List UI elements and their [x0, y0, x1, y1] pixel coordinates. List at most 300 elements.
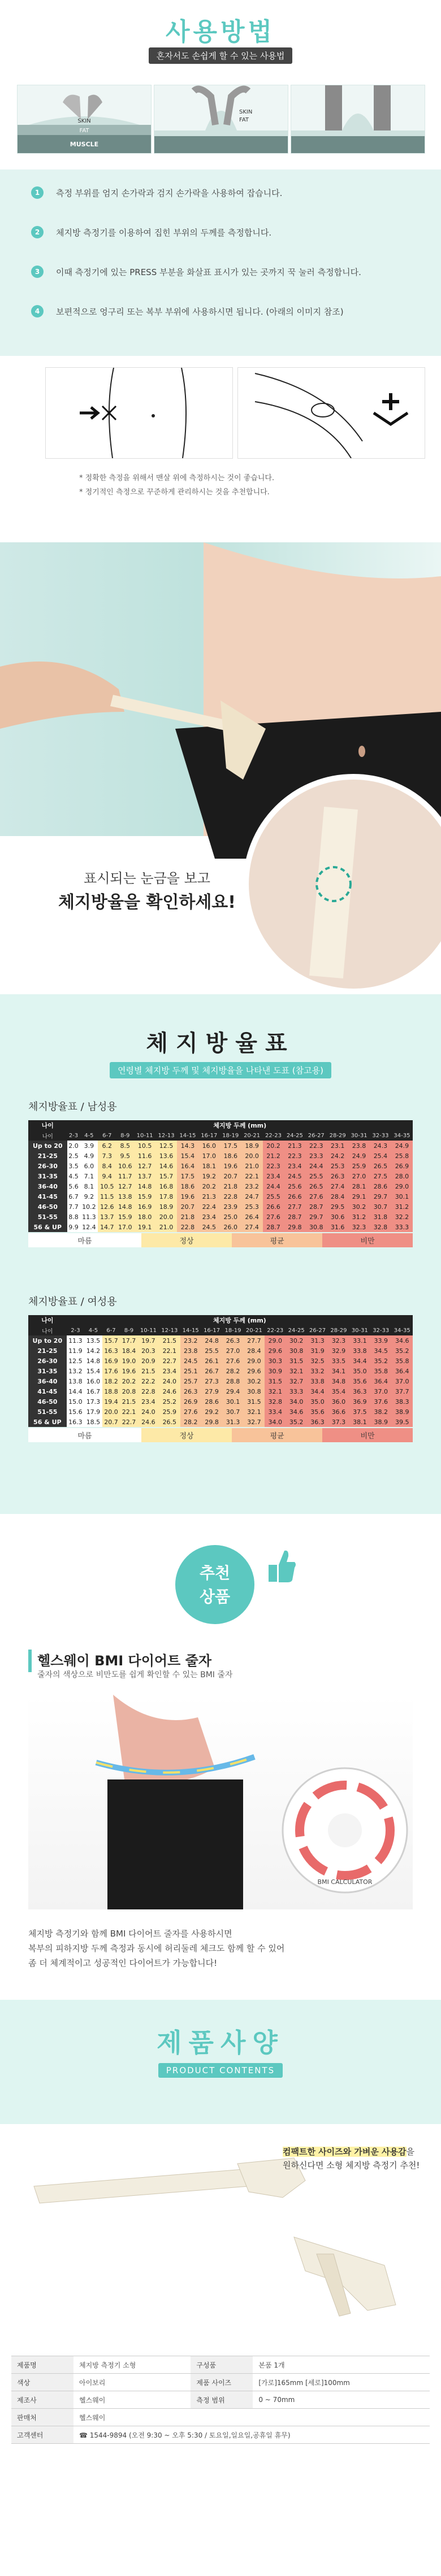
- bodyfat-subtitle: 연령별 체지방 두께 및 체지방율을 나타낸 도표 (참고용): [110, 1062, 331, 1078]
- age-header: 나이: [28, 1315, 67, 1325]
- value-cell: 23.4: [138, 1396, 159, 1407]
- waist-pinch-icon: [46, 368, 232, 458]
- value-cell: 32.7: [244, 1417, 265, 1427]
- value-cell: 16.3: [102, 1346, 120, 1356]
- value-cell: 39.5: [391, 1417, 413, 1427]
- value-cell: 34.6: [391, 1335, 413, 1346]
- value-cell: 9.4: [98, 1171, 116, 1181]
- value-cell: 22.8: [220, 1191, 241, 1202]
- photo-line-2: 체지방율을 확인하세요!: [58, 893, 236, 912]
- product-note-strong: 컴팩트한 사이즈와 가벼운 사용감: [283, 2147, 407, 2157]
- value-cell: 22.8: [138, 1386, 159, 1396]
- value-cell: 19.6: [120, 1366, 138, 1376]
- spec-value: ☎ 1544-9894 (오전 9:30 ~ 오후 5:30 / 토요일,일요일,공휴일 휴무): [74, 2426, 430, 2444]
- value-cell: 16.0: [84, 1376, 102, 1386]
- value-cell: 15.9: [116, 1212, 134, 1222]
- value-cell: 37.6: [370, 1396, 391, 1407]
- age-cell: 51-55: [28, 1212, 67, 1222]
- waist-illustration: [45, 367, 233, 459]
- age-cell: 31-35: [28, 1366, 67, 1376]
- value-cell: 32.2: [391, 1212, 413, 1222]
- value-cell: 28.7: [284, 1212, 305, 1222]
- value-cell: 23.4: [198, 1212, 220, 1222]
- value-cell: 27.0: [222, 1346, 243, 1356]
- table-row: [28, 1376, 413, 1386]
- value-cell: 24.2: [327, 1151, 348, 1161]
- legend-normal: 정상: [141, 1233, 232, 1247]
- value-cell: 31.9: [307, 1346, 328, 1356]
- table-row: [28, 1366, 413, 1376]
- female-bodyfat-table: [28, 1315, 413, 1427]
- side-illustration: [237, 367, 425, 459]
- value-cell: 32.3: [348, 1222, 370, 1232]
- value-cell: 21.8: [177, 1212, 198, 1222]
- value-cell: 26.5: [370, 1161, 391, 1171]
- spec-row: [11, 2356, 430, 2374]
- value-cell: 30.1: [222, 1396, 243, 1407]
- value-cell: 18.1: [198, 1161, 220, 1171]
- value-cell: 10.2: [80, 1202, 98, 1212]
- table-row: [28, 1356, 413, 1366]
- product-spec-title: 제품사양: [157, 2027, 284, 2058]
- value-cell: 33.8: [349, 1346, 370, 1356]
- value-cell: 28.2: [180, 1417, 201, 1427]
- photo-section: [0, 542, 441, 994]
- value-cell: 33.1: [349, 1335, 370, 1346]
- value-cell: 13.6: [155, 1151, 177, 1161]
- value-cell: 17.7: [120, 1335, 138, 1346]
- value-cell: 32.9: [328, 1346, 349, 1356]
- table-row: [28, 1407, 413, 1417]
- male-table-title: 체지방율표 / 남성용: [28, 1101, 117, 1113]
- column-header: 4-5: [80, 1130, 98, 1141]
- value-cell: 15.0: [67, 1396, 85, 1407]
- value-cell: 28.2: [222, 1366, 243, 1376]
- column-header: 34-35: [391, 1130, 413, 1141]
- value-cell: 31.3: [307, 1335, 328, 1346]
- value-cell: 28.6: [370, 1181, 391, 1191]
- table-head-row: [28, 1120, 413, 1130]
- value-cell: 17.9: [84, 1407, 102, 1417]
- value-cell: 19.6: [220, 1161, 241, 1171]
- value-cell: 8.8: [67, 1212, 80, 1222]
- value-cell: 30.2: [348, 1202, 370, 1212]
- age-cell: 21-25: [28, 1151, 67, 1161]
- value-cell: 34.6: [286, 1407, 306, 1417]
- legend-thin: 마름: [28, 1233, 141, 1247]
- value-cell: 15.7: [155, 1171, 177, 1181]
- spec-key: 구성품: [191, 2356, 253, 2374]
- value-cell: 29.6: [265, 1346, 286, 1356]
- table-row: [28, 1151, 413, 1161]
- value-cell: 22.8: [177, 1222, 198, 1232]
- value-cell: 12.5: [67, 1356, 85, 1366]
- value-cell: 36.4: [391, 1366, 413, 1376]
- value-cell: 38.9: [391, 1407, 413, 1417]
- value-cell: 15.4: [84, 1366, 102, 1376]
- value-cell: 11.7: [116, 1171, 134, 1181]
- age-header-cell: 나이: [28, 1325, 67, 1335]
- value-cell: 34.5: [370, 1346, 391, 1356]
- value-cell: 12.4: [80, 1222, 98, 1232]
- spec-section: [0, 2339, 441, 2576]
- value-cell: 20.0: [102, 1407, 120, 1417]
- value-cell: 30.9: [265, 1366, 286, 1376]
- spec-key: 고객센터: [11, 2426, 74, 2444]
- value-cell: 24.4: [305, 1161, 327, 1171]
- step-text: 체지방 측정기를 이용하여 집힌 부위의 두께를 측정합니다.: [56, 227, 272, 238]
- step-text: 보편적으로 엉구리 또는 복부 부위에 사용하시면 됩니다. (아래의 이미지 참조): [56, 306, 344, 317]
- table-row: [28, 1161, 413, 1171]
- desc-line-1: 체지방 측정기와 함께 BMI 다이어트 줄자를 사용하시면: [28, 1929, 232, 1939]
- column-header: 8-9: [116, 1130, 134, 1141]
- value-cell: 26.4: [241, 1212, 263, 1222]
- age-cell: 56 & UP: [28, 1417, 67, 1427]
- value-cell: 21.5: [138, 1366, 159, 1376]
- value-cell: 24.9: [348, 1151, 370, 1161]
- bodyfat-section: [0, 994, 441, 1514]
- column-header: 24-25: [286, 1325, 306, 1335]
- value-cell: 24.0: [138, 1407, 159, 1417]
- value-cell: 36.3: [307, 1417, 328, 1427]
- skin-diagram-2: [154, 85, 288, 154]
- value-cell: 29.6: [244, 1366, 265, 1376]
- value-cell: 36.9: [349, 1396, 370, 1407]
- photo-line-1: 표시되는 눈금을 보고: [84, 871, 210, 886]
- value-cell: 26.3: [222, 1335, 243, 1346]
- value-cell: 4.5: [67, 1171, 80, 1181]
- value-cell: 11.9: [67, 1346, 85, 1356]
- value-cell: 28.6: [201, 1396, 222, 1407]
- value-cell: 31.3: [222, 1417, 243, 1427]
- value-cell: 22.3: [284, 1151, 305, 1161]
- usage-title: 사용방법: [165, 18, 275, 46]
- column-header: 32-33: [370, 1130, 391, 1141]
- value-cell: 24.6: [138, 1417, 159, 1427]
- value-cell: 18.9: [155, 1202, 177, 1212]
- value-cell: 23.4: [284, 1161, 305, 1171]
- value-cell: 25.0: [220, 1212, 241, 1222]
- tape-label: BMI CALCULATOR: [317, 1878, 373, 1886]
- value-cell: 23.2: [180, 1335, 201, 1346]
- caliper-photo-icon: [0, 542, 441, 994]
- value-cell: 9.9: [67, 1222, 80, 1232]
- value-cell: 8.1: [80, 1181, 98, 1191]
- value-cell: 23.8: [180, 1346, 201, 1356]
- value-cell: 14.7: [98, 1222, 116, 1232]
- value-cell: 13.7: [134, 1171, 155, 1181]
- value-cell: 18.6: [177, 1181, 198, 1191]
- value-cell: 16.4: [177, 1161, 198, 1171]
- female-table-title: 체지방율표 / 여성용: [28, 1296, 117, 1308]
- value-cell: 10.6: [116, 1161, 134, 1171]
- value-cell: 17.0: [198, 1151, 220, 1161]
- value-cell: 13.8: [116, 1191, 134, 1202]
- table-columns-row: [28, 1325, 413, 1335]
- column-header: 34-35: [391, 1325, 413, 1335]
- value-cell: 26.3: [180, 1386, 201, 1396]
- value-cell: 30.6: [327, 1212, 348, 1222]
- value-cell: 25.4: [370, 1151, 391, 1161]
- value-cell: 12.5: [155, 1141, 177, 1151]
- value-cell: 17.8: [155, 1191, 177, 1202]
- male-table-block: [28, 1099, 413, 1247]
- table-row: [28, 1171, 413, 1181]
- value-cell: 7.3: [98, 1151, 116, 1161]
- value-cell: 38.9: [370, 1417, 391, 1427]
- spec-row: [11, 2409, 430, 2426]
- value-cell: 37.5: [349, 1407, 370, 1417]
- side-pinch-icon: [238, 368, 425, 458]
- age-header-cell: 나이: [28, 1130, 67, 1141]
- value-cell: 25.3: [241, 1202, 263, 1212]
- value-cell: 21.8: [220, 1181, 241, 1191]
- value-cell: 28.4: [244, 1346, 265, 1356]
- value-cell: 6.2: [98, 1141, 116, 1151]
- desc-line-3: 좀 더 체계적이고 성공적인 다이어트가 가능합니다!: [28, 1958, 218, 1968]
- fat-label-2: FAT: [239, 117, 249, 123]
- table-row: [28, 1396, 413, 1407]
- step-number: 1: [31, 186, 44, 199]
- value-cell: 30.2: [244, 1376, 265, 1386]
- female-table-block: [28, 1294, 413, 1442]
- value-cell: 29.0: [265, 1335, 286, 1346]
- value-cell: 31.6: [327, 1222, 348, 1232]
- age-header: 나이: [28, 1120, 67, 1130]
- value-cell: 29.2: [201, 1407, 222, 1417]
- legend-average: 평균: [232, 1428, 322, 1442]
- value-cell: 8.5: [116, 1141, 134, 1151]
- value-cell: 23.4: [263, 1171, 284, 1181]
- value-cell: 35.8: [370, 1366, 391, 1376]
- value-cell: 32.8: [265, 1396, 286, 1407]
- value-cell: 27.9: [201, 1386, 222, 1396]
- bodyfat-title: 체지방율표: [146, 1030, 295, 1056]
- value-cell: 10.5: [98, 1181, 116, 1191]
- spec-key: 제품 사이즈: [191, 2374, 253, 2391]
- value-cell: 38.1: [349, 1417, 370, 1427]
- value-cell: 8.4: [98, 1161, 116, 1171]
- column-header: 28-29: [327, 1130, 348, 1141]
- column-header: 20-21: [241, 1130, 263, 1141]
- skin-pinch-illustration-icon: [154, 85, 288, 153]
- value-cell: 17.0: [116, 1222, 134, 1232]
- value-cell: 9.5: [116, 1151, 134, 1161]
- value-cell: 36.6: [328, 1407, 349, 1417]
- bmi-tape-photo-icon: [28, 1695, 413, 1909]
- column-header: 22-23: [263, 1130, 284, 1141]
- value-cell: 24.7: [241, 1191, 263, 1202]
- value-cell: 25.3: [327, 1161, 348, 1171]
- badge-line-1: 추천: [199, 1564, 231, 1582]
- value-cell: 32.7: [286, 1376, 306, 1386]
- step-4: [31, 305, 410, 317]
- skin-diagram-3: [291, 85, 425, 154]
- value-cell: 34.0: [286, 1396, 306, 1407]
- value-cell: 31.5: [265, 1376, 286, 1386]
- value-cell: 25.9: [348, 1161, 370, 1171]
- value-cell: 33.2: [307, 1366, 328, 1376]
- age-cell: 31-35: [28, 1171, 67, 1181]
- legend-obese: 비만: [322, 1233, 413, 1247]
- value-cell: 13.7: [98, 1212, 116, 1222]
- column-header: 18-19: [222, 1325, 243, 1335]
- value-cell: 29.1: [348, 1191, 370, 1202]
- value-cell: 30.8: [305, 1222, 327, 1232]
- column-header: 24-25: [284, 1130, 305, 1141]
- value-cell: 13.2: [67, 1366, 85, 1376]
- table-row: [28, 1202, 413, 1212]
- age-cell: 36-40: [28, 1181, 67, 1191]
- value-cell: 7.1: [80, 1171, 98, 1181]
- legend-obese: 비만: [322, 1428, 413, 1442]
- column-header: 2-3: [67, 1325, 85, 1335]
- value-cell: 25.5: [305, 1171, 327, 1181]
- note-2: * 정기적인 측정으로 꾸준하게 관리하시는 것을 추천합니다.: [79, 488, 270, 497]
- value-cell: 6.0: [80, 1161, 98, 1171]
- value-cell: 35.0: [349, 1366, 370, 1376]
- spec-key: 측정 범위: [191, 2391, 253, 2409]
- table-row: [28, 1417, 413, 1427]
- value-cell: 22.2: [138, 1376, 159, 1386]
- male-legend: [28, 1233, 413, 1247]
- age-cell: Up to 20: [28, 1335, 67, 1346]
- male-bodyfat-table: [28, 1120, 413, 1232]
- step-number: 4: [31, 305, 44, 317]
- value-cell: 31.2: [348, 1212, 370, 1222]
- value-cell: 14.8: [84, 1356, 102, 1366]
- value-cell: 18.6: [220, 1151, 241, 1161]
- table-row: [28, 1191, 413, 1202]
- value-cell: 37.0: [391, 1376, 413, 1386]
- skin-label-2: SKIN: [239, 109, 253, 115]
- age-cell: 46-50: [28, 1396, 67, 1407]
- value-cell: 22.4: [198, 1202, 220, 1212]
- thumbs-up-icon: [263, 1545, 297, 1585]
- value-cell: 11.5: [98, 1191, 116, 1202]
- step-number: 3: [31, 266, 44, 278]
- age-cell: 26-30: [28, 1161, 67, 1171]
- muscle-label: MUSCLE: [70, 141, 99, 148]
- value-cell: 19.6: [177, 1191, 198, 1202]
- value-cell: 20.7: [177, 1202, 198, 1212]
- value-cell: 7.7: [67, 1202, 80, 1212]
- value-cell: 20.0: [155, 1212, 177, 1222]
- value-cell: 34.8: [328, 1376, 349, 1386]
- value-cell: 37.3: [328, 1417, 349, 1427]
- value-cell: 15.6: [67, 1407, 85, 1417]
- value-cell: 15.4: [177, 1151, 198, 1161]
- table-columns-row: [28, 1130, 413, 1141]
- spec-value: 아이보리: [74, 2374, 191, 2391]
- value-cell: 25.1: [180, 1366, 201, 1376]
- value-cell: 19.4: [102, 1396, 120, 1407]
- value-cell: 18.8: [102, 1386, 120, 1396]
- value-cell: 31.5: [244, 1396, 265, 1407]
- value-cell: 35.0: [307, 1396, 328, 1407]
- value-cell: 3.9: [80, 1141, 98, 1151]
- column-header: 10-11: [138, 1325, 159, 1335]
- value-cell: 21.3: [198, 1191, 220, 1202]
- value-cell: 36.4: [370, 1376, 391, 1386]
- value-cell: 33.5: [328, 1356, 349, 1366]
- product-note: [283, 2146, 414, 2157]
- value-cell: 14.4: [67, 1386, 85, 1396]
- value-cell: 26.9: [180, 1396, 201, 1407]
- value-cell: 20.2: [120, 1376, 138, 1386]
- value-cell: 26.9: [391, 1161, 413, 1171]
- value-cell: 23.1: [327, 1141, 348, 1151]
- step-number: 2: [31, 226, 44, 238]
- value-cell: 28.8: [222, 1376, 243, 1386]
- value-cell: 21.5: [120, 1396, 138, 1407]
- product-header-section: [0, 2000, 441, 2124]
- value-cell: 30.2: [286, 1335, 306, 1346]
- spec-key: 제조사: [11, 2391, 74, 2409]
- value-cell: 30.1: [391, 1191, 413, 1202]
- value-cell: 24.8: [201, 1335, 222, 1346]
- value-cell: 29.0: [244, 1356, 265, 1366]
- value-cell: 23.2: [241, 1181, 263, 1191]
- value-cell: 9.2: [80, 1191, 98, 1202]
- recommend-badge: [175, 1545, 254, 1624]
- age-cell: 36-40: [28, 1376, 67, 1386]
- age-cell: Up to 20: [28, 1141, 67, 1151]
- value-cell: 32.1: [286, 1366, 306, 1376]
- value-cell: 14.6: [155, 1161, 177, 1171]
- value-cell: 16.8: [155, 1181, 177, 1191]
- column-header: 6-7: [102, 1325, 120, 1335]
- recommend-desc: [28, 1926, 284, 1970]
- spec-table: [11, 2356, 430, 2444]
- value-cell: 13.8: [67, 1376, 85, 1386]
- value-cell: 26.5: [159, 1417, 180, 1427]
- value-cell: 23.4: [159, 1366, 180, 1376]
- value-cell: 35.6: [349, 1376, 370, 1386]
- value-cell: 18.4: [120, 1346, 138, 1356]
- column-header: 30-31: [348, 1130, 370, 1141]
- value-cell: 28.7: [263, 1222, 284, 1232]
- value-cell: 30.7: [222, 1407, 243, 1417]
- value-cell: 29.4: [222, 1386, 243, 1396]
- value-cell: 28.4: [327, 1191, 348, 1202]
- value-cell: 27.6: [305, 1191, 327, 1202]
- value-cell: 27.0: [348, 1171, 370, 1181]
- column-header: 30-31: [349, 1325, 370, 1335]
- value-cell: 22.3: [305, 1141, 327, 1151]
- value-cell: 22.1: [120, 1407, 138, 1417]
- value-cell: 18.2: [102, 1376, 120, 1386]
- product-note-rest: 을: [406, 2147, 415, 2157]
- value-cell: 26.7: [201, 1366, 222, 1376]
- value-cell: 26.3: [327, 1171, 348, 1181]
- step-text: 이때 측정기에 있는 PRESS 부분을 화살표 표시가 있는 곳까지 꾹 눌러 측정합니다.: [56, 267, 361, 277]
- value-cell: 22.7: [120, 1417, 138, 1427]
- value-cell: 13.5: [84, 1335, 102, 1346]
- value-cell: 20.0: [241, 1151, 263, 1161]
- skin-diagram-1: [17, 85, 152, 154]
- table-row: [28, 1346, 413, 1356]
- value-cell: 32.3: [328, 1335, 349, 1346]
- value-cell: 35.2: [391, 1346, 413, 1356]
- step-3: [31, 266, 410, 278]
- value-cell: 18.5: [84, 1417, 102, 1427]
- value-cell: 17.5: [220, 1141, 241, 1151]
- age-cell: 56 & UP: [28, 1222, 67, 1232]
- product-caption: 줄자의 색상으로 비만도를 쉽게 확인할 수 있는 BMI 줄자: [37, 1670, 233, 1679]
- value-cell: 21.0: [241, 1161, 263, 1171]
- value-cell: 27.6: [180, 1407, 201, 1417]
